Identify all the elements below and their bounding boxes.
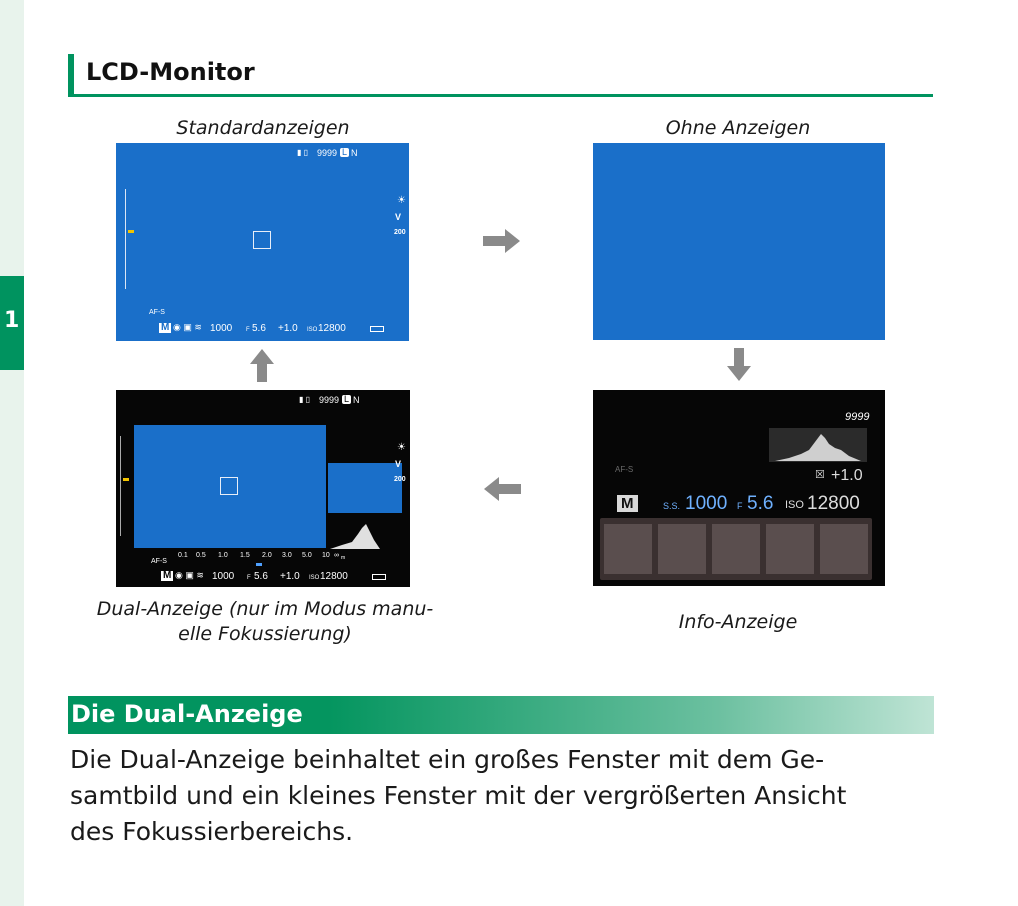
- info-shooting-mode: M: [617, 495, 638, 512]
- info-aperture-prefix: F: [737, 501, 743, 511]
- body-line: Die Dual-Anzeige beinhaltet ein großes Fenster mit dem Ge-: [70, 745, 825, 774]
- screen-dual: [116, 390, 410, 587]
- dual-frames-remaining: 9999: [319, 395, 340, 405]
- info-grid-cell: [766, 524, 814, 574]
- info-grid-cell: [820, 524, 868, 574]
- section-heading-bar: [68, 54, 74, 95]
- distance-tick-label: 3.0: [282, 552, 292, 559]
- info-settings-grid: [600, 518, 872, 580]
- dual-histogram: [330, 520, 382, 550]
- film-sim-icon: V: [395, 212, 402, 222]
- image-quality: N: [351, 148, 358, 158]
- dual-aperture-prefix: F: [247, 575, 251, 581]
- distance-tick-label: 1.0: [218, 552, 228, 559]
- distance-tick-label: ∞: [334, 552, 339, 559]
- caption-standard: Standardanzeigen: [176, 117, 350, 139]
- arrow-left-icon: [483, 477, 521, 501]
- dual-small-window: [328, 463, 402, 513]
- dual-battery-icon: [372, 574, 386, 580]
- dual-iso-value: 12800: [320, 571, 348, 582]
- arrow-up-icon: [250, 348, 274, 382]
- dual-focus-mode: AF-S: [151, 558, 167, 565]
- dual-distance-indicator: [256, 563, 262, 566]
- info-af-mode: AF-S: [615, 465, 634, 474]
- info-ev-icon: ☒: [815, 469, 825, 481]
- dual-dynamic-range-badge: 200: [394, 476, 406, 483]
- dual-focus-frame: [220, 477, 238, 495]
- exposure-indicator: [128, 230, 134, 233]
- aperture-value: 5.6: [252, 323, 266, 334]
- info-grid-cell: [604, 524, 652, 574]
- dual-distance-scale: [178, 552, 358, 564]
- info-aperture-value: 5.6: [747, 493, 774, 514]
- section-body-text: [70, 742, 930, 850]
- left-margin-band: [0, 0, 24, 906]
- caption-dual-line1: Dual-Anzeige (nur im Modus manu-: [96, 598, 434, 620]
- info-shutter-speed: 1000: [685, 493, 728, 514]
- dual-aperture-value: 5.6: [254, 571, 268, 582]
- distance-tick-label: 10: [322, 552, 330, 559]
- distance-tick-label: 0.5: [196, 552, 206, 559]
- section-heading-rule: [68, 94, 933, 97]
- focus-frame: [253, 231, 271, 249]
- arrow-right-icon: [483, 229, 521, 253]
- screen-no-display: [593, 143, 885, 340]
- dual-exposure-scale: [120, 436, 128, 536]
- caption-no-display: Ohne Anzeigen: [665, 117, 811, 139]
- frames-remaining: 9999: [317, 148, 338, 158]
- focus-mode: AF-S: [149, 309, 165, 316]
- info-frames-remaining: 9999: [845, 411, 870, 423]
- info-grid-cell: [712, 524, 760, 574]
- info-iso-label: ISO: [785, 499, 804, 511]
- battery-icon: [370, 326, 384, 332]
- dual-exposure-compensation: +1.0: [280, 571, 300, 582]
- info-histogram: [769, 428, 867, 462]
- distance-tick-label: 0.1: [178, 552, 188, 559]
- arrow-down-icon: [727, 348, 751, 382]
- iso-value: 12800: [318, 323, 346, 334]
- dual-iso-label: ISO: [309, 575, 320, 581]
- screen-standard: [116, 143, 409, 341]
- dual-shutter-speed: 1000: [212, 571, 235, 582]
- dual-large-window: [134, 425, 326, 548]
- distance-unit: m: [341, 555, 346, 561]
- section-title-dual-display: Die Dual-Anzeige: [71, 700, 303, 728]
- distance-tick-label: 1.5: [240, 552, 250, 559]
- body-line: samtbild und ein kleines Fenster mit der vergrößerten Ansicht: [70, 781, 847, 810]
- dynamic-range-badge: 200: [394, 229, 406, 236]
- body-line: des Fokussierbereichs.: [70, 817, 354, 846]
- caption-info: Info-Anzeige: [678, 611, 798, 633]
- wb-icon: ☀: [397, 195, 406, 206]
- aperture-prefix: F: [246, 327, 250, 333]
- info-grid-cell: [658, 524, 706, 574]
- section-title-lcd-monitor: LCD-Monitor: [86, 58, 255, 86]
- dual-film-sim-icon: V: [395, 459, 402, 469]
- card-slot-icon: ▮ ▯: [297, 148, 309, 157]
- dual-image-quality: N: [353, 395, 360, 405]
- dual-card-slot-icon: ▮ ▯: [299, 395, 311, 404]
- caption-dual: [40, 597, 490, 647]
- dual-wb-icon: ☀: [397, 442, 406, 453]
- dual-metering-icon: ◉ ▣ ≋: [175, 570, 204, 580]
- screen-info: [593, 390, 885, 586]
- distance-tick-label: 5.0: [302, 552, 312, 559]
- dual-image-size-icon: L: [344, 394, 350, 404]
- info-exposure-compensation: +1.0: [831, 467, 863, 484]
- exposure-scale: [125, 189, 133, 289]
- dual-exposure-indicator: [123, 478, 129, 481]
- iso-label: ISO: [307, 327, 318, 333]
- dual-shooting-mode: M: [163, 570, 172, 581]
- info-iso-value: 12800: [807, 493, 860, 514]
- image-size-icon: L: [342, 147, 348, 157]
- shooting-mode: M: [161, 322, 170, 333]
- caption-dual-line2: elle Fokussierung): [178, 623, 352, 645]
- exposure-compensation: +1.0: [278, 323, 298, 334]
- distance-tick-label: 2.0: [262, 552, 272, 559]
- chapter-number: 1: [4, 308, 20, 333]
- metering-icon: ◉ ▣ ≋: [173, 322, 202, 332]
- shutter-speed: 1000: [210, 323, 233, 334]
- info-ss-label: S.S.: [663, 501, 681, 511]
